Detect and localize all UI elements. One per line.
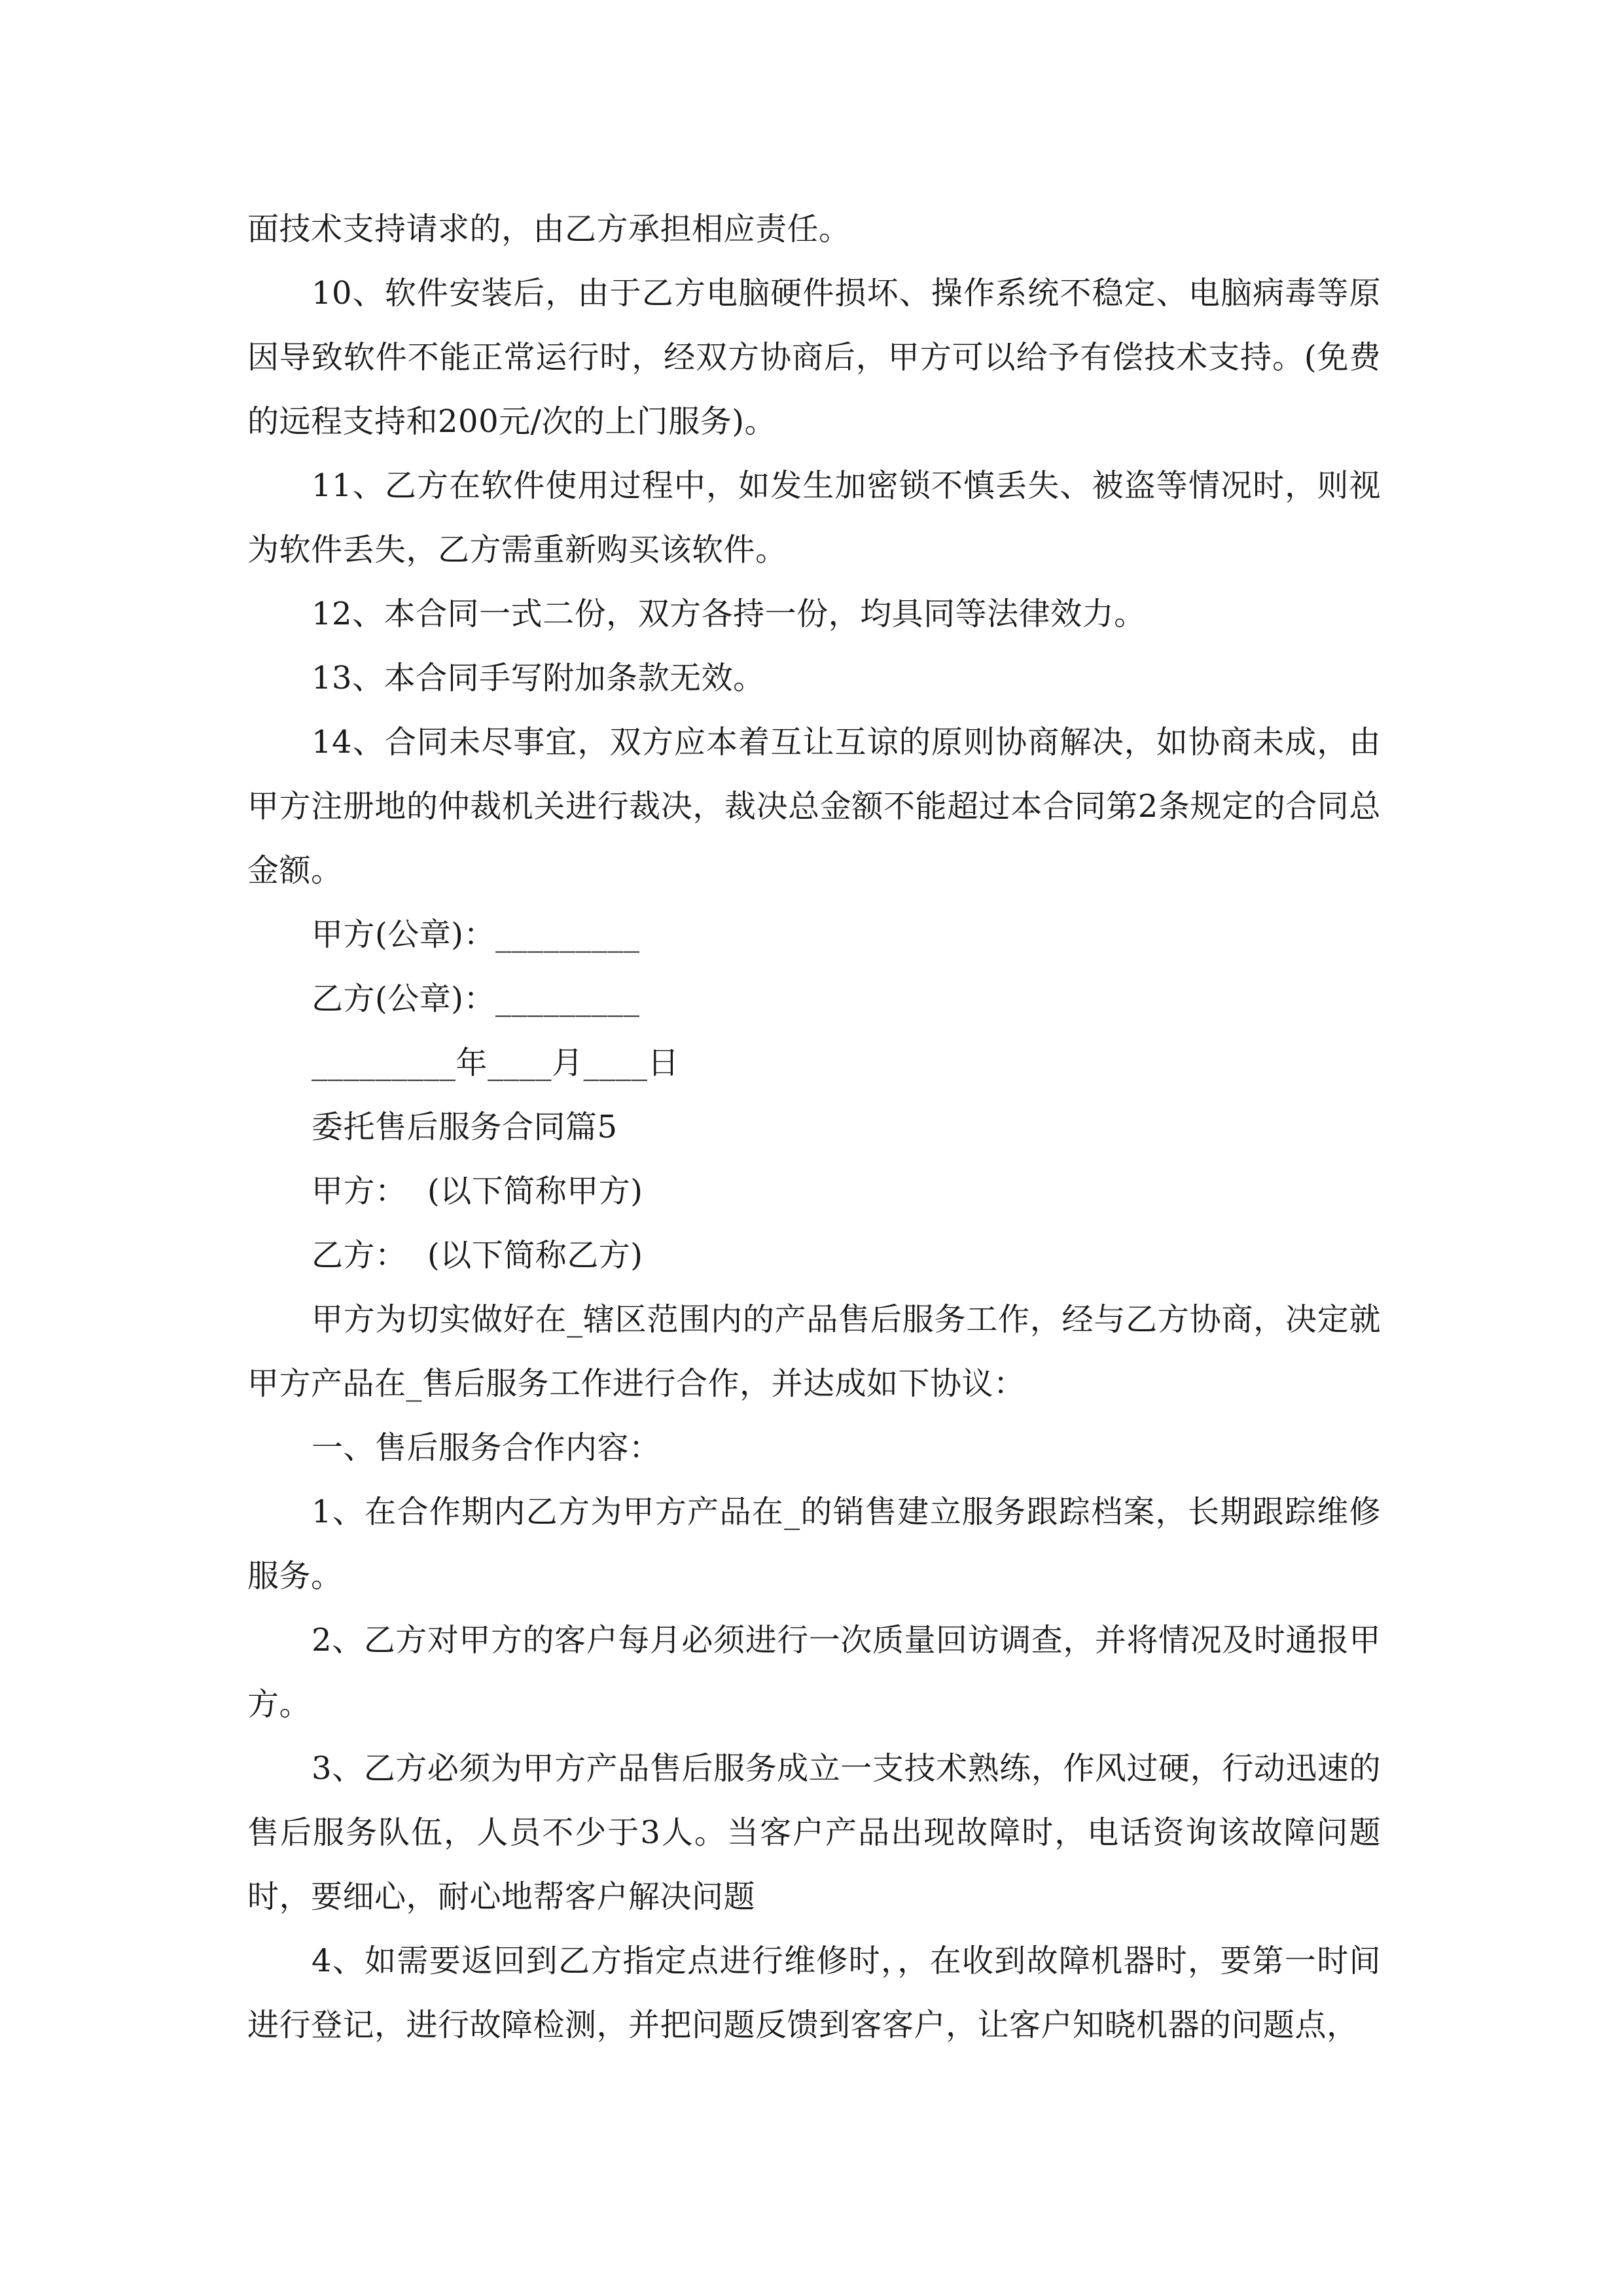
intro-paragraph: 甲方为切实做好在_辖区范围内的产品售后服务工作，经与乙方协商，决定就甲方产品在_售后服务工作进行合作，并达成如下协议： <box>247 1301 1381 1402</box>
party-b-seal-line: 乙方(公章)：_________ <box>312 980 640 1017</box>
clause-14: 14、合同未尽事宜，双方应本着互让互谅的原则协商解决，如协商未成，由甲方注册地的仲裁机关进行裁决，裁决总金额不能超过本合同第2条规定的合同总金额。 <box>247 724 1381 889</box>
clause-10: 10、软件安装后，由于乙方电脑硬件损坏、操作系统不稳定、电脑病毒等原因导致软件不能正常运行时，经双方协商后，甲方可以给予有偿技术支持。(免费的远程支持和200元/次的上门服务)。 <box>247 275 1381 440</box>
clause-11: 11、乙方在软件使用过程中，如发生加密锁不慎丢失、被盗等情况时，则视为软件丢失，乙方需重新购买该软件。 <box>247 467 1381 568</box>
date-line: _________年____月____日 <box>312 1045 680 1081</box>
service-item-1: 1、在合作期内乙方为甲方产品在_的销售建立服务跟踪档案，长期跟踪维修服务。 <box>247 1494 1381 1594</box>
clause-13: 13、本合同手写附加条款无效。 <box>312 660 765 696</box>
service-item-3: 3、乙方必须为甲方产品售后服务成立一支技术熟练，作风过硬，行动迅速的售后服务队伍，人员不少于3人。当客户产品出现故障时，电话资询该故障问题时，要细心，耐心地帮客户解决问题 <box>247 1750 1381 1915</box>
document-page <box>247 197 1381 2057</box>
section-heading-1: 一、售后服务合作内容： <box>312 1429 661 1466</box>
service-item-2: 2、乙方对甲方的客户每月必须进行一次质量回访调查，并将情况及时通报甲方。 <box>247 1622 1381 1723</box>
party-a-seal-line: 甲方(公章)：_________ <box>312 916 640 953</box>
service-item-4: 4、如需要返回到乙方指定点进行维修时，，在收到故障机器时，要第一时间进行登记，进行故障检测，并把问题反馈到客客户，让客户知晓机器的问题点， <box>247 1943 1381 2043</box>
party-b-line: 乙方： (以下简称乙方) <box>312 1237 643 1274</box>
clause-12: 12、本合同一式二份，双方各持一份，均具同等法律效力。 <box>312 596 1146 632</box>
contract-title: 委托售后服务合同篇5 <box>312 1109 618 1145</box>
party-a-line: 甲方： (以下简称甲方) <box>312 1173 643 1210</box>
paragraph-continuation: 面技术支持请求的，由乙方承担相应责任。 <box>247 211 851 247</box>
